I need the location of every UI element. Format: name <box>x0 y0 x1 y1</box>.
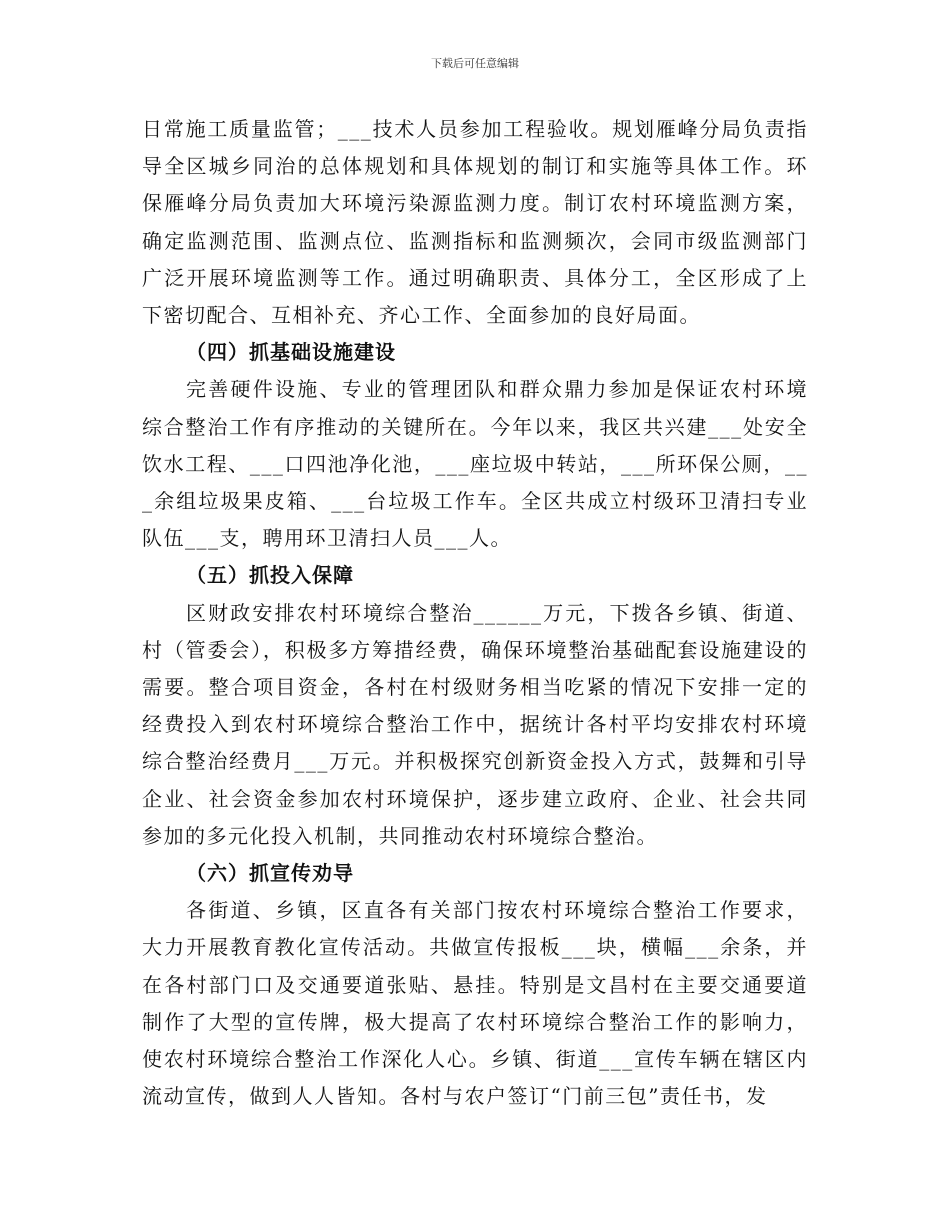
section-heading-infrastructure: （四）抓基础设施建设 <box>186 340 396 365</box>
section-heading-publicity: （六）抓宣传劝导 <box>186 861 354 886</box>
page-header: 下载后可任意编辑 <box>431 57 519 70</box>
section-heading-investment: （五）抓投入保障 <box>186 563 354 588</box>
paragraph-investment: 区财政安排农村环境综合整治______万元，下拨各乡镇、街道、村（管委会），积极多方筹措经费，确保环境整治基础配套设施建设的需要。整合项目资金，各村在村级财务相当吃紧的情况下安排一定的经费投入到农村环境综合整治工作中，据统计各村平均安排农村环境综合整治经费月___万元。并积极探究创新资金投入方式，鼓舞和引导企业、社会资金参加农村环境保护，逐步建立政府、企业、社会共同参加的多元化投入机制，共同推动农村环境综合整治。 <box>142 600 808 848</box>
paragraph-publicity: 各街道、乡镇，区直各有关部门按农村环境综合整治工作要求，大力开展教育教化宣传活动。共做宣传报板___块，横幅___余条，并在各村部门口及交通要道张贴、悬挂。特别是文昌村在主要交通要道制作了大型的宣传牌，极大提高了农村环境综合整治工作的影响力，使农村环境综合整治工作深化人心。乡镇、街道___宣传车辆在辖区内流动宣传，做到人人皆知。各村与农户签订“门前三包”责任书，发 <box>142 898 808 1109</box>
paragraph-responsibilities: 日常施工质量监管；___技术人员参加工程验收。规划雁峰分局负责指导全区城乡同治的总体规划和具体规划的制订和实施等具体工作。环保雁峰分局负责加大环境污染源监测力度。制订农村环境监测方案，确定监测范围、监测点位、监测指标和监测频次，会同市级监测部门广泛开展环境监测等工作。通过明确职责、具体分工，全区形成了上下密切配合、互相补充、齐心工作、全面参加的良好局面。 <box>142 117 808 328</box>
document-body <box>142 111 808 1115</box>
paragraph-infrastructure: 完善硬件设施、专业的管理团队和群众鼎力参加是保证农村环境综合整治工作有序推动的关键所在。今年以来，我区共兴建___处安全饮水工程、___口四池净化池，___座垃圾中转站，___所环保公厕，___余组垃圾果皮箱、___台垃圾工作车。全区共成立村级环卫清扫专业队伍___支，聘用环卫清扫人员___人。 <box>142 377 808 551</box>
